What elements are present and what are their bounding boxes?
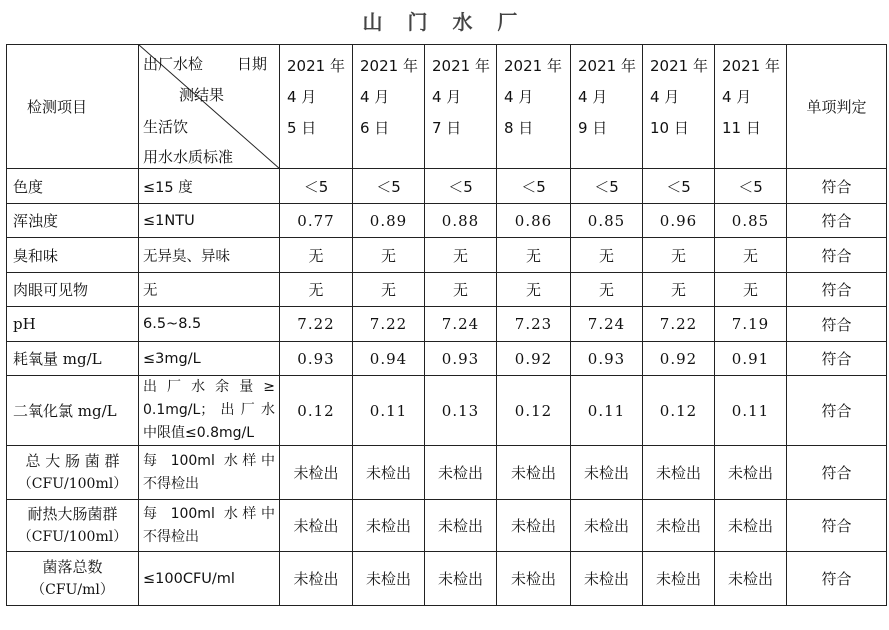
judge-cell: 符合	[787, 273, 887, 307]
value-cell: 7.24	[425, 307, 497, 342]
value-cell: 0.92	[643, 342, 715, 376]
date-header-1: 2021 年 4 月 6 日	[353, 45, 425, 169]
header-row	[7, 45, 887, 169]
value-cell: 0.92	[497, 342, 571, 376]
diag-label-date: 日期	[237, 55, 268, 73]
value-cell: 0.93	[425, 342, 497, 376]
standard-cell: 出 厂 水 余 量 ≥ 0.1mg/L；出厂水 中限值≤0.8mg/L	[139, 376, 280, 446]
value-cell: 无	[353, 273, 425, 307]
judge-cell: 符合	[787, 238, 887, 273]
value-cell: ＜5	[353, 169, 425, 204]
item-cell: 耗氧量 mg/L	[7, 342, 139, 376]
item-cell: 浑浊度	[7, 204, 139, 238]
value-cell: 0.88	[425, 204, 497, 238]
value-cell: 0.77	[280, 204, 353, 238]
standard-cell: ≤3mg/L	[139, 342, 280, 376]
value-cell: ＜5	[715, 169, 787, 204]
date-header-5: 2021 年 4 月 10 日	[643, 45, 715, 169]
value-cell: 0.91	[715, 342, 787, 376]
value-cell: 0.89	[353, 204, 425, 238]
value-cell: ＜5	[643, 169, 715, 204]
value-cell: 7.22	[280, 307, 353, 342]
value-cell: 0.96	[643, 204, 715, 238]
standard-cell: 无异臭、异味	[139, 238, 280, 273]
value-cell: 0.11	[571, 376, 643, 446]
value-cell: 7.24	[571, 307, 643, 342]
value-cell: 0.85	[571, 204, 643, 238]
value-cell: ＜5	[280, 169, 353, 204]
value-cell: 无	[497, 238, 571, 273]
item-cell: 肉眼可见物	[7, 273, 139, 307]
standard-cell: 每 100ml 水样中 不得检出	[139, 446, 280, 500]
item-cell: 色度	[7, 169, 139, 204]
value-cell: 未检出	[353, 446, 425, 500]
value-cell: 未检出	[425, 500, 497, 552]
value-cell: ＜5	[571, 169, 643, 204]
value-cell: 未检出	[571, 552, 643, 606]
judge-cell: 符合	[787, 376, 887, 446]
value-cell: ＜5	[497, 169, 571, 204]
judge-cell: 符合	[787, 342, 887, 376]
value-cell: 无	[425, 238, 497, 273]
value-cell: 无	[571, 273, 643, 307]
standard-cell: 无	[139, 273, 280, 307]
value-cell: 0.12	[497, 376, 571, 446]
value-cell: 无	[425, 273, 497, 307]
value-cell: 未检出	[643, 446, 715, 500]
header-item-label: 检测项目	[7, 45, 139, 169]
value-cell: 0.13	[425, 376, 497, 446]
value-cell: 无	[280, 273, 353, 307]
value-cell: 0.85	[715, 204, 787, 238]
value-cell: 未检出	[571, 500, 643, 552]
judge-cell: 符合	[787, 169, 887, 204]
table-row	[7, 238, 887, 273]
table-row	[7, 446, 887, 500]
value-cell: 7.23	[497, 307, 571, 342]
value-cell: 未检出	[425, 446, 497, 500]
value-cell: 0.12	[280, 376, 353, 446]
item-cell: pH	[7, 307, 139, 342]
standard-cell: 6.5~8.5	[139, 307, 280, 342]
judge-cell: 符合	[787, 500, 887, 552]
value-cell: 无	[715, 273, 787, 307]
diag-label-bot2: 用水水质标准	[143, 148, 234, 166]
value-cell: 0.93	[571, 342, 643, 376]
value-cell: ＜5	[425, 169, 497, 204]
value-cell: 0.94	[353, 342, 425, 376]
judge-cell: 符合	[787, 552, 887, 606]
value-cell: 未检出	[715, 446, 787, 500]
date-header-6: 2021 年 4 月 11 日	[715, 45, 787, 169]
date-header-0: 2021 年 4 月 5 日	[280, 45, 353, 169]
item-cell: 总 大 肠 菌 群 （CFU/100ml）	[7, 446, 139, 500]
page-title: 山 门 水 厂	[362, 10, 527, 34]
standard-cell: 每 100ml 水样中 不得检出	[139, 500, 280, 552]
value-cell: 无	[571, 238, 643, 273]
date-header-4: 2021 年 4 月 9 日	[571, 45, 643, 169]
table-row	[7, 342, 887, 376]
value-cell: 7.22	[643, 307, 715, 342]
value-cell: 0.11	[353, 376, 425, 446]
standard-cell: ≤100CFU/ml	[139, 552, 280, 606]
value-cell: 未检出	[715, 500, 787, 552]
value-cell: 未检出	[643, 552, 715, 606]
item-cell: 二氧化氯 mg/L	[7, 376, 139, 446]
value-cell: 未检出	[571, 446, 643, 500]
value-cell: 0.11	[715, 376, 787, 446]
value-cell: 未检出	[497, 500, 571, 552]
value-cell: 无	[643, 273, 715, 307]
value-cell: 未检出	[497, 446, 571, 500]
item-cell: 臭和味	[7, 238, 139, 273]
date-header-3: 2021 年 4 月 8 日	[497, 45, 571, 169]
value-cell: 0.12	[643, 376, 715, 446]
diag-label-bot1: 生活饮	[143, 118, 189, 136]
value-cell: 未检出	[643, 500, 715, 552]
table-row	[7, 552, 887, 606]
value-cell: 未检出	[715, 552, 787, 606]
value-cell: 无	[643, 238, 715, 273]
value-cell: 无	[280, 238, 353, 273]
value-cell: 未检出	[280, 552, 353, 606]
value-cell: 7.22	[353, 307, 425, 342]
judge-cell: 符合	[787, 307, 887, 342]
table-row	[7, 204, 887, 238]
diag-label-top: 出厂水检	[143, 55, 204, 73]
water-quality-table	[6, 44, 887, 606]
item-cell: 菌落总数 （CFU/ml）	[7, 552, 139, 606]
header-diagonal-cell	[139, 45, 280, 169]
table-row	[7, 273, 887, 307]
table-row	[7, 169, 887, 204]
judge-cell: 符合	[787, 446, 887, 500]
standard-cell: ≤15 度	[139, 169, 280, 204]
value-cell: 未检出	[425, 552, 497, 606]
date-header-2: 2021 年 4 月 7 日	[425, 45, 497, 169]
value-cell: 0.93	[280, 342, 353, 376]
standard-cell: ≤1NTU	[139, 204, 280, 238]
table-row	[7, 500, 887, 552]
value-cell: 未检出	[353, 500, 425, 552]
value-cell: 未检出	[280, 500, 353, 552]
judge-cell: 符合	[787, 204, 887, 238]
value-cell: 无	[353, 238, 425, 273]
diag-label-mid: 测结果	[179, 86, 225, 104]
value-cell: 未检出	[353, 552, 425, 606]
table-row	[7, 307, 887, 342]
value-cell: 7.19	[715, 307, 787, 342]
value-cell: 未检出	[280, 446, 353, 500]
item-cell: 耐热大肠菌群 （CFU/100ml）	[7, 500, 139, 552]
value-cell: 0.86	[497, 204, 571, 238]
value-cell: 无	[497, 273, 571, 307]
header-judge-label: 单项判定	[787, 45, 887, 169]
table-row	[7, 376, 887, 446]
value-cell: 无	[715, 238, 787, 273]
value-cell: 未检出	[497, 552, 571, 606]
